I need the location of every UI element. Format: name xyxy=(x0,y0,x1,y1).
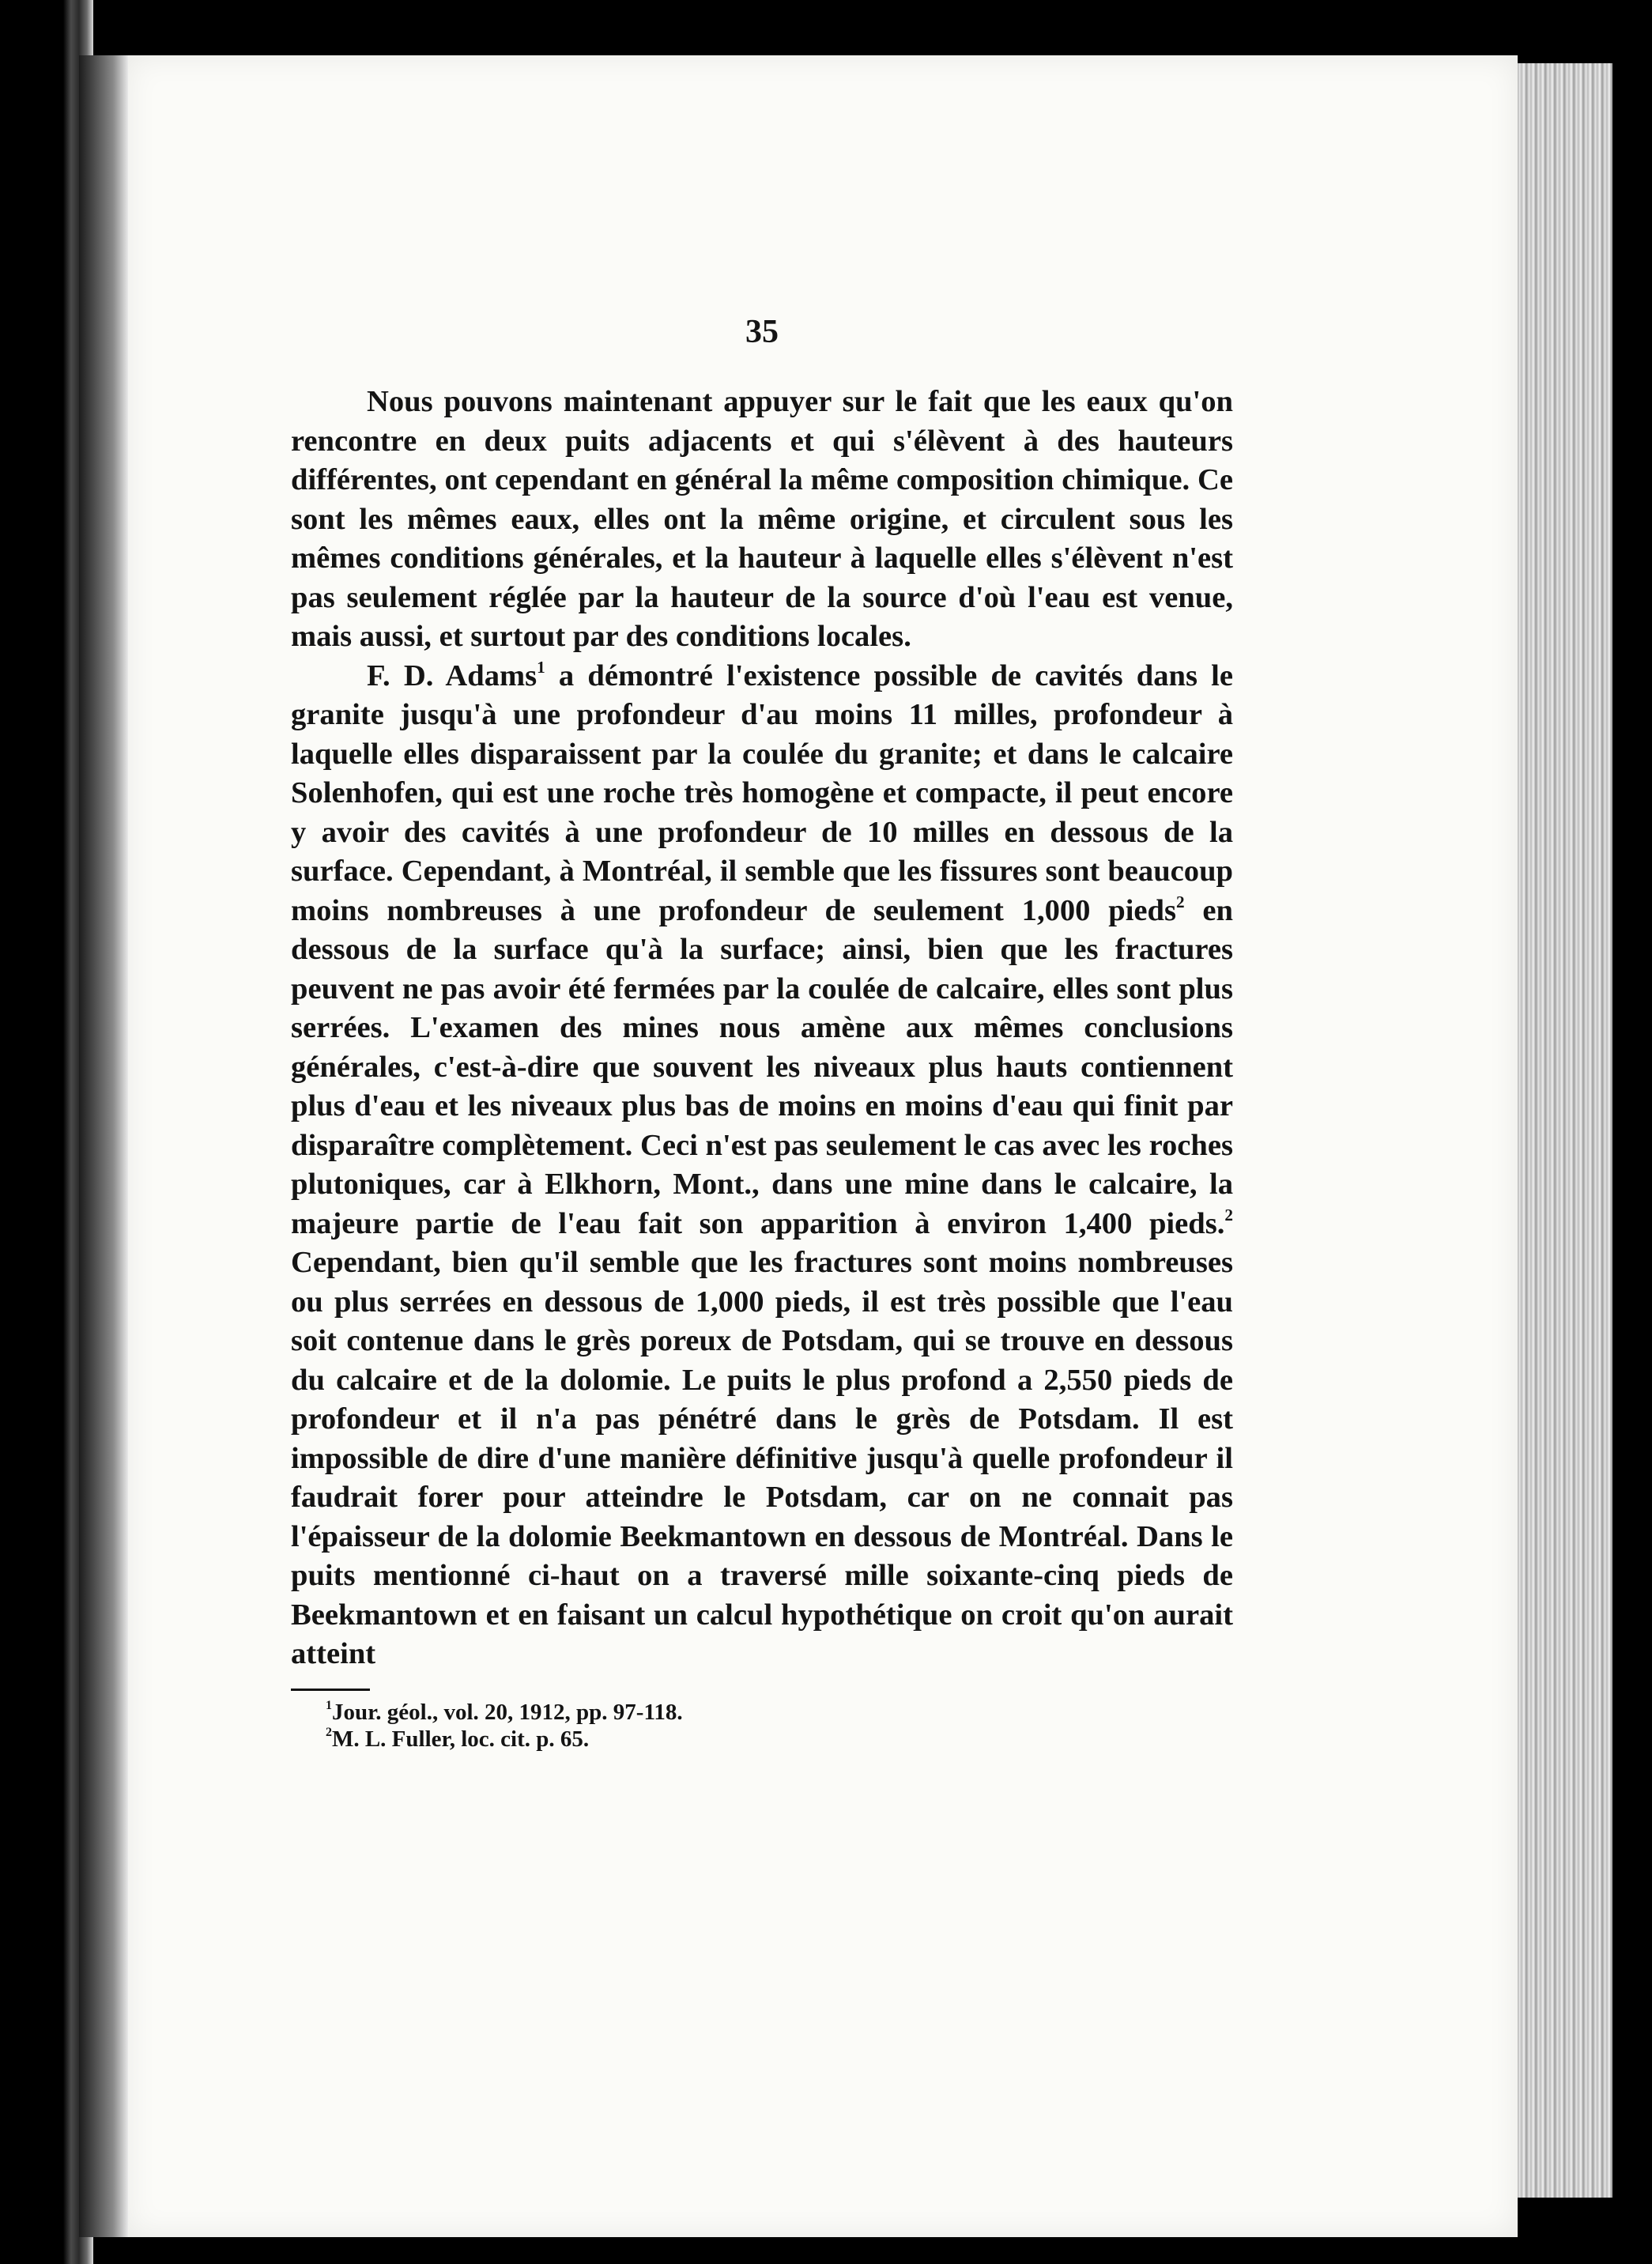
footnote-reference: 1 xyxy=(537,657,545,677)
paragraph-text: Nous pouvons maintenant appuyer sur le fait que les eaux qu'on rencontre en deux puits adjacents et qui s'élèvent à des hauteurs différentes, ont cependant en général la même composition chimique. Ce sont les mêmes eaux, elles ont la même origine, et circulent sous les mêmes conditions générales, et la hauteur à laquelle elles s'élèvent n'est pas seulement réglée par la hauteur de la source d'où l'eau est venue, mais aussi, et surtout par des conditions locales. xyxy=(291,385,1233,653)
book-page-edges-right xyxy=(1510,63,1628,2198)
footnote-mark: 1 xyxy=(326,1699,332,1713)
footnote xyxy=(326,1699,1233,1726)
paragraph-text: Cependant, bien qu'il semble que les fractures sont moins nombreuses ou plus serrées en dessous de 1,000 pieds, il est très possible que l'eau soit contenue dans le grès poreux de Potsdam, qui se trouve en dessous du calcaire et de la dolomie. Le puits le plus profond a 2,550 pieds de profondeur et il n'a pas pénétré dans le grès de Potsdam. Il est impossible de dire d'une manière définitive jusqu'à quelle profondeur il faudrait forer pour atteindre le Potsdam, car on ne connait pas l'épaisseur de la dolomie Beekmantown en dessous de Montréal. Dans le puits mentionné ci-haut on a traversé mille soixante-cinq pieds de Beekmantown et en faisant un calcul hypothétique on croit qu'on aurait atteint xyxy=(291,1246,1233,1670)
footnote-divider xyxy=(291,1689,370,1691)
body-paragraph xyxy=(291,383,1233,657)
footnote-reference: 2 xyxy=(1176,892,1185,911)
paragraph-text: F. D. Adams xyxy=(367,658,537,692)
body-paragraphs xyxy=(291,383,1233,1674)
footnote-text: M. L. Fuller, loc. cit. p. 65. xyxy=(331,1726,590,1752)
footnote-reference: 2 xyxy=(1224,1205,1233,1224)
footnotes xyxy=(326,1699,1233,1753)
body-paragraph xyxy=(291,657,1233,1674)
footnote-text: Jour. géol., vol. 20, 1912, pp. 97-118. xyxy=(331,1699,683,1725)
paragraph-text: a démontré l'existence possible de cavités dans le granite jusqu'à une profondeur d'au moins 11 milles, profondeur à laquelle elles disparaissent par la coulée du granite; et dans le calcaire Solenhofen, qui est une roche très homogène et compacte, il peut encore y avoir des cavités à une profondeur de 10 milles en dessous de la surface. Cependant, à Montréal, il semble que les fissures sont beaucoup moins nombreuses à une profondeur de seulement 1,000 pieds xyxy=(291,658,1233,927)
paragraph-text: en dessous de la surface qu'à la surface; ainsi, bien que les fractures peuvent ne pas avoir été fermées par la coulée de calcaire, elles sont plus serrées. L'examen des mines nous amène aux mêmes conclusions générales, c'est-à-dire que souvent les niveaux plus hauts contiennent plus d'eau et les niveaux plus bas de moins en moins d'eau qui finit par disparaître complètement. Ceci n'est pas seulement le cas avec les roches plutoniques, car à Elkhorn, Mont., dans une mine dans le calcaire, la majeure partie de l'eau fait son apparition à environ 1,400 pieds. xyxy=(291,893,1233,1240)
page-text-block xyxy=(291,308,1233,1753)
page-gutter-shadow xyxy=(79,55,128,2237)
page-number: 35 xyxy=(745,314,779,350)
footnote xyxy=(326,1726,1233,1753)
scan-border-right xyxy=(1612,63,1652,2198)
footnote-mark: 2 xyxy=(326,1726,332,1740)
